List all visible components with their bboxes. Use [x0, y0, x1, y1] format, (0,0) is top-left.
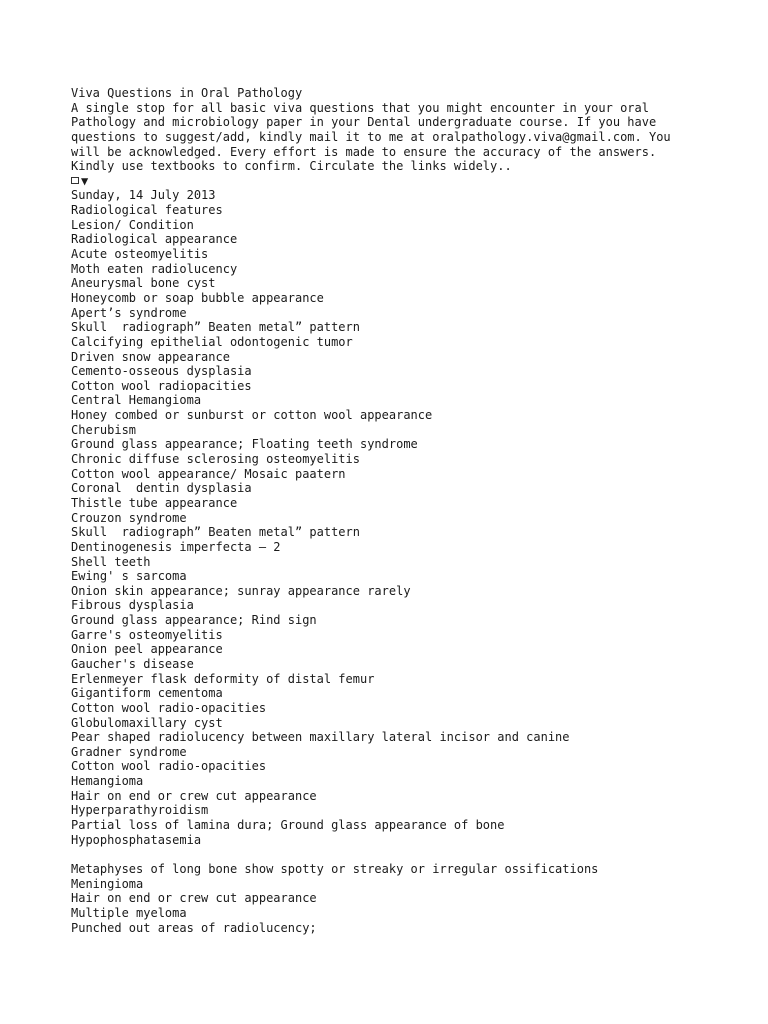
entry-line: Dentinogenesis imperfecta – 2	[71, 539, 281, 554]
entry-line: Cherubism	[71, 422, 137, 437]
entry-line: Ground glass appearance; Rind sign	[71, 613, 317, 628]
description-line: questions to suggest/add, kindly mail it to me at oralpathology.viva@gmail.com. You	[71, 129, 671, 144]
entry-line: Punched out areas of radiolucency;	[71, 920, 317, 935]
blog-title: Viva Questions in Oral Pathology	[71, 86, 303, 100]
entry-line: Cotton wool radio-opacities	[71, 700, 267, 715]
entry-line: Central Hemangioma	[71, 393, 202, 408]
toggle-arrow-icon: ▼	[81, 173, 89, 188]
entry-line: Moth eaten radiolucency	[71, 261, 238, 276]
entry-list	[71, 862, 721, 935]
entry-line: Garre's osteomyelitis	[71, 627, 223, 642]
entry-line: Crouzon syndrome	[71, 510, 187, 525]
entry-line: Hemangioma	[71, 774, 144, 789]
post-title: Radiological features	[71, 203, 223, 218]
entry-line: Pear shaped radiolucency between maxillary lateral incisor and canine	[71, 730, 570, 745]
entry-line: Acute osteomyelitis	[71, 247, 209, 262]
entry-line: Hyperparathyroidism	[71, 803, 209, 818]
entry-line: Calcifying epithelial odontogenic tumor	[71, 334, 353, 349]
entry-line: Skull radiograph” Beaten metal” pattern	[71, 525, 360, 540]
entry-line: Cemento-osseous dysplasia	[71, 364, 252, 379]
post-date: Sunday, 14 July 2013	[71, 188, 216, 203]
document-body	[71, 86, 721, 935]
entry-line: Hypophosphatasemia	[71, 832, 202, 847]
column-header-appearance: Radiological appearance	[71, 232, 238, 247]
entry-line: Apert’s syndrome	[71, 305, 187, 320]
entry-line: Honeycomb or soap bubble appearance	[71, 290, 324, 305]
entry-line: Globulomaxillary cyst	[71, 715, 223, 730]
entry-line: Skull radiograph” Beaten metal” pattern	[71, 320, 360, 335]
entry-line: Multiple myeloma	[71, 905, 187, 920]
entry-line: Ewing' s sarcoma	[71, 569, 187, 584]
entry-line: Gigantiform cementoma	[71, 686, 223, 701]
blog-description	[71, 101, 721, 174]
entry-line: Ground glass appearance; Floating teeth syndrome	[71, 437, 418, 452]
entry-line: Hair on end or crew cut appearance	[71, 891, 317, 906]
entry-line: Gaucher's disease	[71, 656, 194, 671]
entry-line: Partial loss of lamina dura; Ground glass appearance of bone	[71, 818, 505, 833]
description-line: A single stop for all basic viva questions that you might encounter in your oral	[71, 100, 649, 115]
entry-line: Cotton wool appearance/ Mosaic paatern	[71, 466, 346, 481]
entry-list	[71, 247, 721, 847]
entry-line: Meningioma	[71, 876, 144, 891]
entry-line: Hair on end or crew cut appearance	[71, 788, 317, 803]
entry-line: Chronic diffuse sclerosing osteomyelitis	[71, 452, 360, 467]
entry-line: Onion peel appearance	[71, 642, 223, 657]
blank-line	[71, 847, 721, 862]
entry-line: Aneurysmal bone cyst	[71, 276, 216, 291]
entry-line: Onion skin appearance; sunray appearance rarely	[71, 583, 411, 598]
entry-line: Fibrous dysplasia	[71, 598, 194, 613]
entry-line: Coronal dentin dysplasia	[71, 481, 252, 496]
entry-line: Driven snow appearance	[71, 349, 230, 364]
column-header-lesion: Lesion/ Condition	[71, 217, 194, 232]
description-line: will be acknowledged. Every effort is made to ensure the accuracy of the answers.	[71, 144, 657, 159]
entry-line: Metaphyses of long bone show spotty or streaky or irregular ossifications	[71, 861, 599, 876]
entry-line: Thistle tube appearance	[71, 495, 238, 510]
entry-line: Shell teeth	[71, 554, 151, 569]
entry-line: Erlenmeyer flask deformity of distal femur	[71, 671, 375, 686]
entry-line: Cotton wool radio-opacities	[71, 759, 267, 774]
entry-line: Gradner syndrome	[71, 744, 187, 759]
archive-toggle[interactable]	[71, 174, 721, 189]
box-icon	[71, 177, 79, 184]
description-line: Pathology and microbiology paper in your Dental undergraduate course. If you have	[71, 115, 657, 130]
entry-line: Honey combed or sunburst or cotton wool appearance	[71, 408, 433, 423]
description-line: Kindly use textbooks to confirm. Circulate the links widely..	[71, 159, 512, 174]
entry-line: Cotton wool radiopacities	[71, 378, 252, 393]
